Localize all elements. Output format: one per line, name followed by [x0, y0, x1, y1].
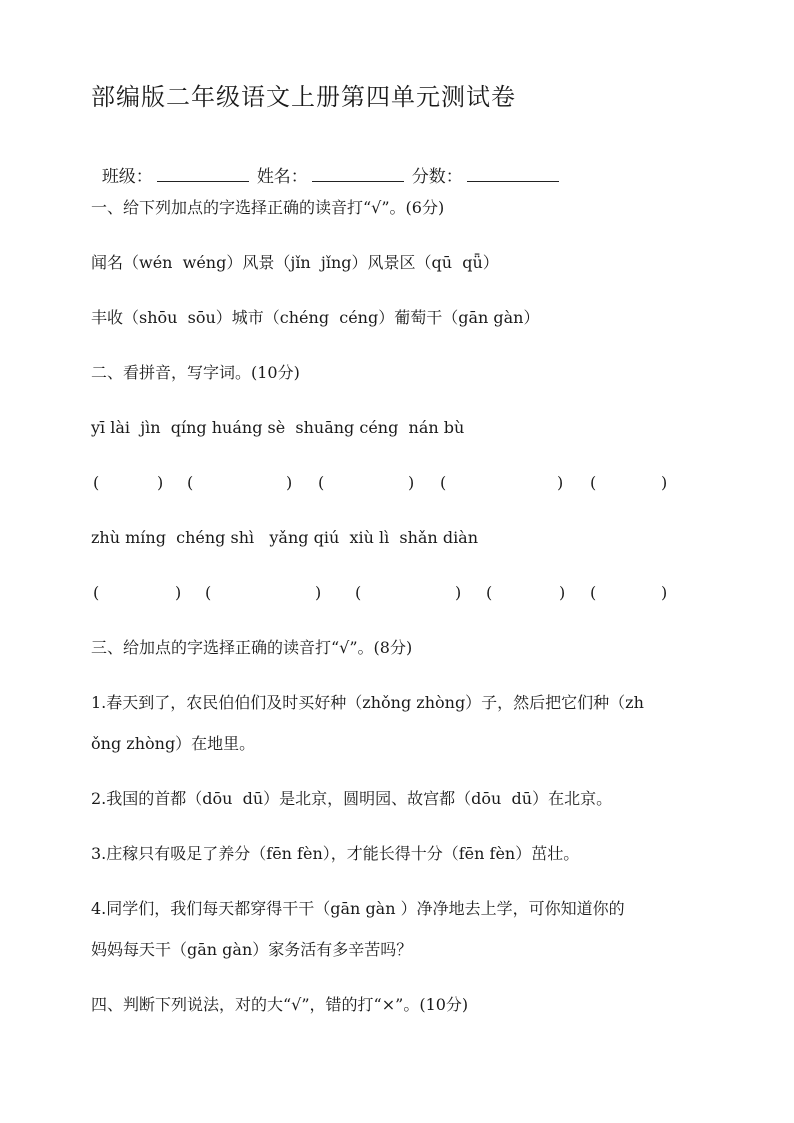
answer-paren-close: ): [455, 583, 462, 602]
q3-sentence-2: 2.我国的首都（dōu dū）是北京，圆明园、故宫都（dōu dū）在北京。: [91, 789, 613, 808]
answer-paren-open[interactable]: (: [355, 583, 362, 602]
answer-paren-close: ): [661, 473, 668, 492]
score-blank[interactable]: [467, 165, 559, 182]
score-label: 分数：: [411, 167, 463, 187]
page-title: 部编版二年级语文上册第四单元测试卷: [91, 83, 516, 111]
answer-paren-open[interactable]: (: [318, 473, 325, 492]
answer-paren-open[interactable]: (: [486, 583, 493, 602]
q3-sentence-4b: 妈妈每天干（gān gàn）家务活有多辛苦吗？: [91, 940, 413, 959]
q1-line-2: 丰收（shōu sōu）城市（chéng céng）葡萄干（gān gàn）: [91, 308, 540, 327]
name-label: 姓名：: [256, 167, 308, 187]
q2-pinyin-row-2: zhù míng chéng shì yǎng qiú xiù lì shǎn diàn: [91, 528, 479, 547]
answer-paren-close: ): [315, 583, 322, 602]
answer-paren-close: ): [175, 583, 182, 602]
q1-heading: 一、给下列加点的字选择正确的读音打“√”。(6分): [91, 198, 445, 217]
answer-paren-open[interactable]: (: [590, 583, 597, 602]
answer-paren-close: ): [661, 583, 668, 602]
answer-paren-close: ): [408, 473, 415, 492]
answer-paren-close: ): [559, 583, 566, 602]
q1-line-1: 闻名（wén wéng）风景（jǐn jǐng）风景区（qū qǖ）: [91, 253, 499, 272]
q3-heading: 三、给加点的字选择正确的读音打“√”。(8分): [91, 638, 413, 657]
answer-paren-open[interactable]: (: [440, 473, 447, 492]
q4-heading: 四、判断下列说法，对的大“√”，错的打“×”。(10分): [91, 995, 469, 1014]
q3-sentence-1a: 1.春天到了，农民伯伯们及时买好种（zhǒng zhòng）子，然后把它们种（zh: [91, 693, 644, 712]
answer-paren-close: ): [557, 473, 564, 492]
class-label: 班级：: [101, 167, 153, 187]
answer-paren-open[interactable]: (: [93, 583, 100, 602]
q2-pinyin-row-1: yī lài jìn qíng huáng sè shuāng céng nán bù: [91, 418, 465, 437]
class-blank[interactable]: [157, 165, 249, 182]
answer-paren-open[interactable]: (: [93, 473, 100, 492]
q3-sentence-4a: 4.同学们，我们每天都穿得干干（gān gàn ）净净地去上学，可你知道你的: [91, 899, 625, 918]
answer-paren-close: ): [157, 473, 164, 492]
name-blank[interactable]: [312, 165, 404, 182]
q3-sentence-3: 3.庄稼只有吸足了养分（fēn fèn），才能长得十分（fēn fèn）茁壮。: [91, 844, 580, 863]
q2-heading: 二、看拼音，写字词。(10分): [91, 363, 300, 382]
answer-paren-open[interactable]: (: [205, 583, 212, 602]
answer-paren-close: ): [286, 473, 293, 492]
answer-paren-open[interactable]: (: [590, 473, 597, 492]
answer-paren-open[interactable]: (: [187, 473, 194, 492]
student-info-row: [91, 143, 567, 188]
q3-sentence-1b: ǒng zhòng）在地里。: [91, 734, 256, 753]
